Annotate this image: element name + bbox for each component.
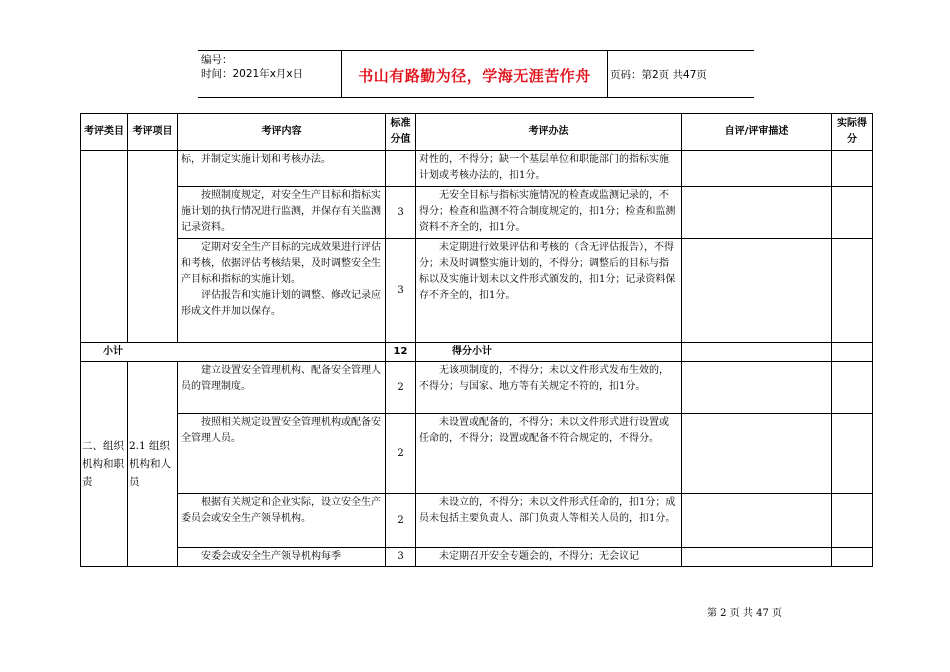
content-cell: 按照相关规定设置安全管理机构或配备安全管理人员。	[178, 414, 386, 494]
item-cell: 2.1 组织机构和人员	[128, 362, 178, 567]
actual-cell	[832, 151, 873, 187]
score-cell: 3	[386, 548, 416, 567]
content-cell	[178, 239, 386, 343]
actual-cell	[832, 414, 873, 494]
table-row	[81, 362, 873, 414]
header-page-number: 页码：第2页 共47页	[610, 69, 707, 81]
subtotal-row	[81, 343, 873, 362]
table-row	[81, 239, 873, 343]
content-cell: 按照制度规定，对安全生产目标和指标实施计划的执行情况进行监测，并保存有关监测记录资料。	[178, 187, 386, 239]
method-cell: 未定期进行效果评估和考核的（含无评估报告），不得分；未及时调整实施计划的，不得分；调整后的目标与指标以及实施计划未以文件形式颁发的，扣1分；记录资料保存不齐全的，扣1分。	[416, 239, 682, 343]
table-row	[81, 187, 873, 239]
category-cell: 二、组织机构和职责	[81, 362, 128, 567]
subtotal-score-label: 得分小计	[416, 343, 682, 362]
evaluation-table	[80, 113, 873, 567]
method-cell: 对性的，不得分；缺一个基层单位和职能部门的指标实施计划或考核办法的，扣1分。	[416, 151, 682, 187]
self-cell	[682, 414, 832, 494]
header-meta	[201, 53, 303, 81]
table-row	[81, 414, 873, 494]
content-cell: 建立设置安全管理机构、配备安全管理人员的管理制度。	[178, 362, 386, 414]
col-header-item: 考评项目	[128, 114, 178, 151]
col-header-category: 考评类目	[81, 114, 128, 151]
content-paragraph: 评估报告和实施计划的调整、修改记录应形成文件并加以保存。	[181, 290, 381, 317]
actual-cell	[832, 343, 873, 362]
method-cell: 无安全目标与指标实施情况的检查或监测记录的，不得分；检查和监测不符合制度规定的，扣1分；检查和监测资料不齐全的，扣1分。	[416, 187, 682, 239]
col-header-actual: 实际得分	[832, 114, 873, 151]
actual-cell	[832, 239, 873, 343]
table-row	[81, 151, 873, 187]
time-label: 时间：2021年x月x日	[201, 68, 304, 80]
table-header-row	[81, 114, 873, 151]
method-cell: 未设立的，不得分；未以文件形式任命的，扣1分；成员未包括主要负责人、部门负责人等相关人员的，扣1分。	[416, 494, 682, 548]
actual-cell	[832, 362, 873, 414]
content-cell: 标，并制定实施计划和考核办法。	[178, 151, 386, 187]
actual-cell	[832, 187, 873, 239]
page-footer: 第 2 页 共 47 页	[707, 608, 782, 619]
self-cell	[682, 548, 832, 567]
actual-cell	[832, 548, 873, 567]
col-header-self: 自评/评审描述	[682, 114, 832, 151]
method-cell: 未设置或配备的，不得分；未以文件形式进行设置或任命的，不得分；设置或配备不符合规定的，不得分。	[416, 414, 682, 494]
content-paragraph: 定期对安全生产目标的完成效果进行评估和考核，依据评估考核结果，及时调整安全生产目标和指标的实施计划。	[181, 242, 381, 285]
self-cell	[682, 362, 832, 414]
table-row	[81, 494, 873, 548]
self-cell	[682, 151, 832, 187]
col-header-method: 考评办法	[416, 114, 682, 151]
header-motto: 书山有路勤为径，学海无涯苦作舟	[358, 67, 591, 85]
page-header	[198, 50, 754, 98]
content-cell: 根据有关规定和企业实际，设立安全生产委员会或安全生产领导机构。	[178, 494, 386, 548]
header-divider	[607, 51, 608, 97]
score-cell: 2	[386, 494, 416, 548]
score-cell: 2	[386, 414, 416, 494]
content-cell: 安委会或安全生产领导机构每季	[178, 548, 386, 567]
col-header-score: 标准分值	[386, 114, 416, 151]
method-cell: 未定期召开安全专题会的，不得分；无会议记	[416, 548, 682, 567]
subtotal-label: 小计	[81, 343, 386, 362]
table-row	[81, 548, 873, 567]
method-cell: 无该项制度的，不得分；未以文件形式发布生效的，不得分；与国家、地方等有关规定不符的，扣1分。	[416, 362, 682, 414]
score-cell	[386, 151, 416, 187]
self-cell	[682, 187, 832, 239]
score-cell: 2	[386, 362, 416, 414]
number-label: 编号：	[201, 54, 233, 66]
col-header-content: 考评内容	[178, 114, 386, 151]
self-cell	[682, 494, 832, 548]
item-cell	[128, 151, 178, 343]
category-cell	[81, 151, 128, 343]
score-cell: 3	[386, 239, 416, 343]
actual-cell	[832, 494, 873, 548]
score-cell: 3	[386, 187, 416, 239]
subtotal-score: 12	[386, 343, 416, 362]
self-cell	[682, 343, 832, 362]
self-cell	[682, 239, 832, 343]
